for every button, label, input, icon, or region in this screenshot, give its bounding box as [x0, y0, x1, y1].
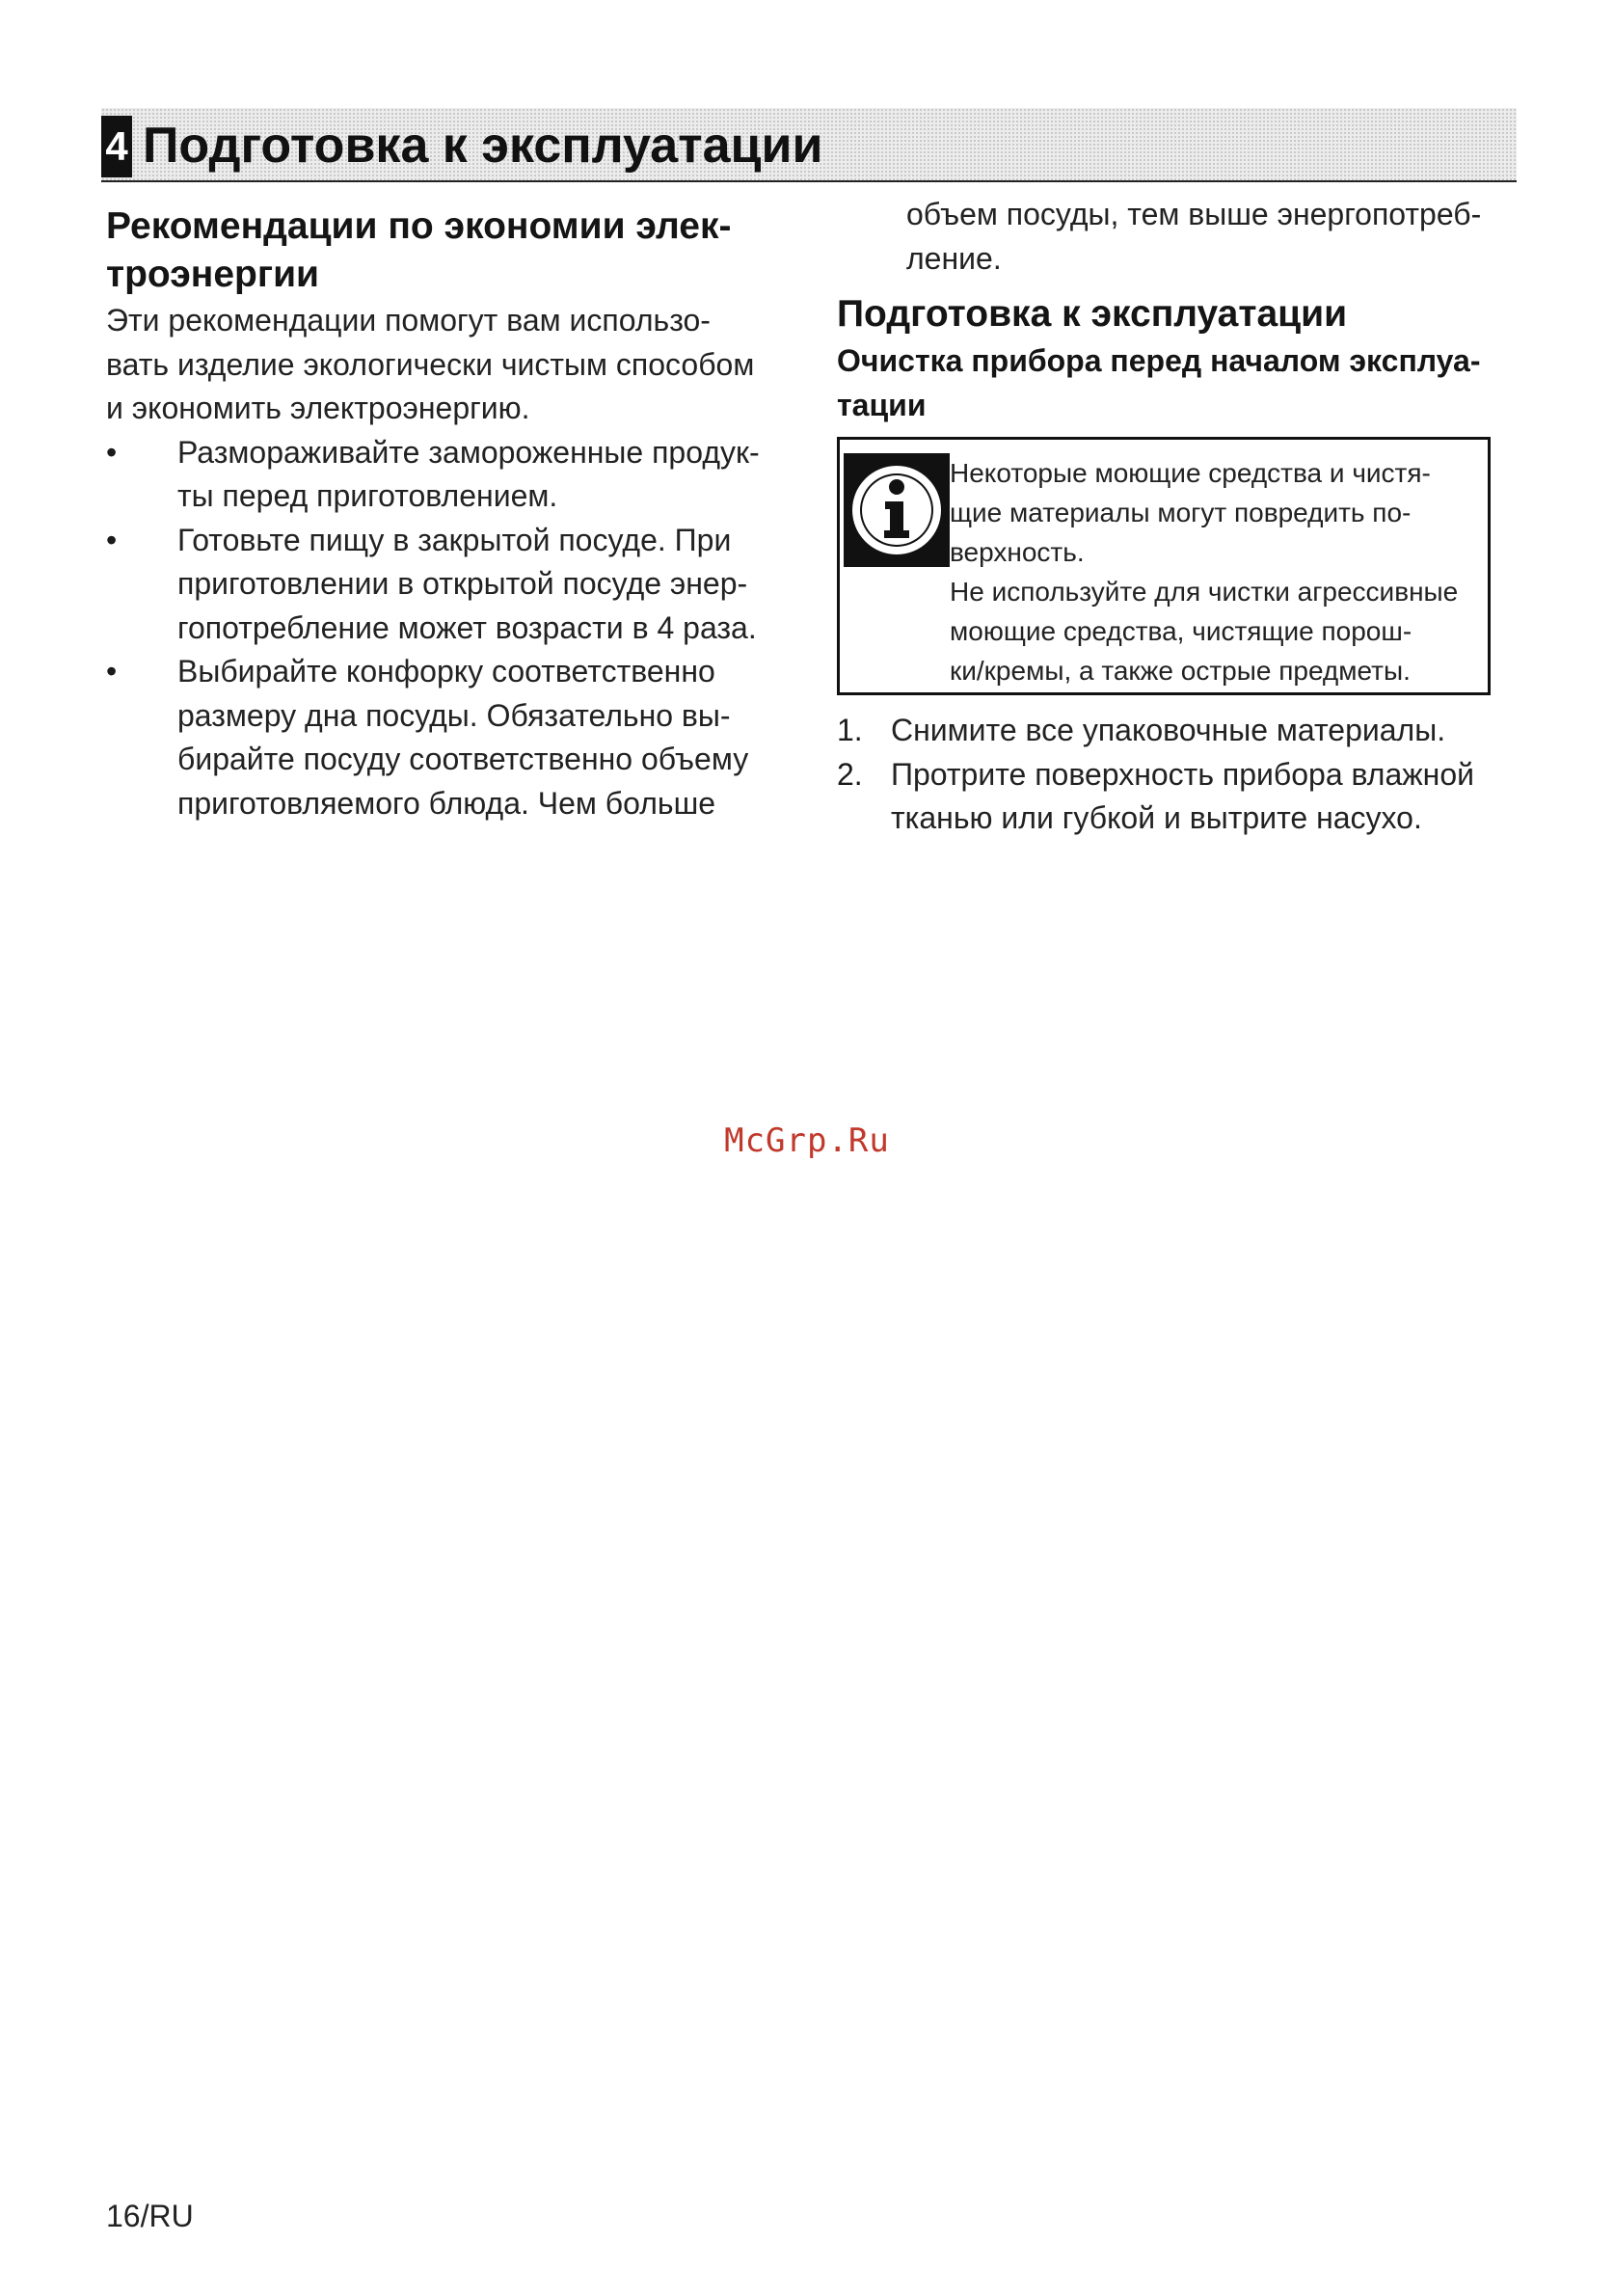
- cleaning-steps-list: [837, 709, 1512, 841]
- subheading-cleaning: Очистка прибора перед началом эксплуа- тации: [837, 343, 1481, 422]
- intro-paragraph: Эти рекомендации помогут вам использо- вать изделие экологически чистым способом и экономить электроэнергию.: [106, 303, 755, 425]
- chapter-title: Подготовка к эксплуатации: [143, 118, 823, 174]
- watermark: McGrp.Ru: [724, 1121, 890, 1160]
- list-item: • Выбирайте конфорку соответственно размеру дна посуды. Обязательно вы- бирайте посуду соответственно объему приготовляемого блюда. Чем больше: [106, 650, 781, 825]
- bullet-icon: •: [106, 434, 118, 470]
- right-column: [837, 193, 1512, 841]
- section-heading-preparation: Подготовка к эксплуатации: [837, 293, 1348, 335]
- continued-text: объем посуды, тем выше энергопотреб- ление.: [906, 197, 1482, 276]
- left-column: [106, 203, 781, 825]
- chapter-number-badge: 4: [101, 116, 132, 177]
- info-notice-box: [837, 437, 1491, 695]
- list-item: 1. Снимите все упаковочные материалы.: [837, 713, 1446, 747]
- list-item: • Размораживайте замороженные продук- ты перед приготовлением.: [106, 431, 781, 519]
- section-heading-energy: Рекомендации по экономии элек- троэнергии: [106, 205, 732, 295]
- bullet-icon: •: [106, 522, 118, 557]
- list-item: • Готовьте пищу в закрытой посуде. При приготовлении в открытой посуде энер- гопотребление может возрасти в 4 раза.: [106, 519, 781, 651]
- energy-tips-list: [106, 431, 781, 826]
- page-number: 16/RU: [106, 2199, 194, 2233]
- bullet-icon: •: [106, 654, 118, 689]
- list-item: 2. Протрите поверхность прибора влажной тканью или губкой и вытрите насухо.: [837, 756, 1474, 835]
- info-icon: [844, 453, 950, 567]
- notice-text: Некоторые моющие средства и чистя- щие материалы могут повредить по- верхность. Не используйте для чистки агрессивные моющие средства, чистящие порош- ки/кремы, а также острые предметы.: [950, 458, 1459, 686]
